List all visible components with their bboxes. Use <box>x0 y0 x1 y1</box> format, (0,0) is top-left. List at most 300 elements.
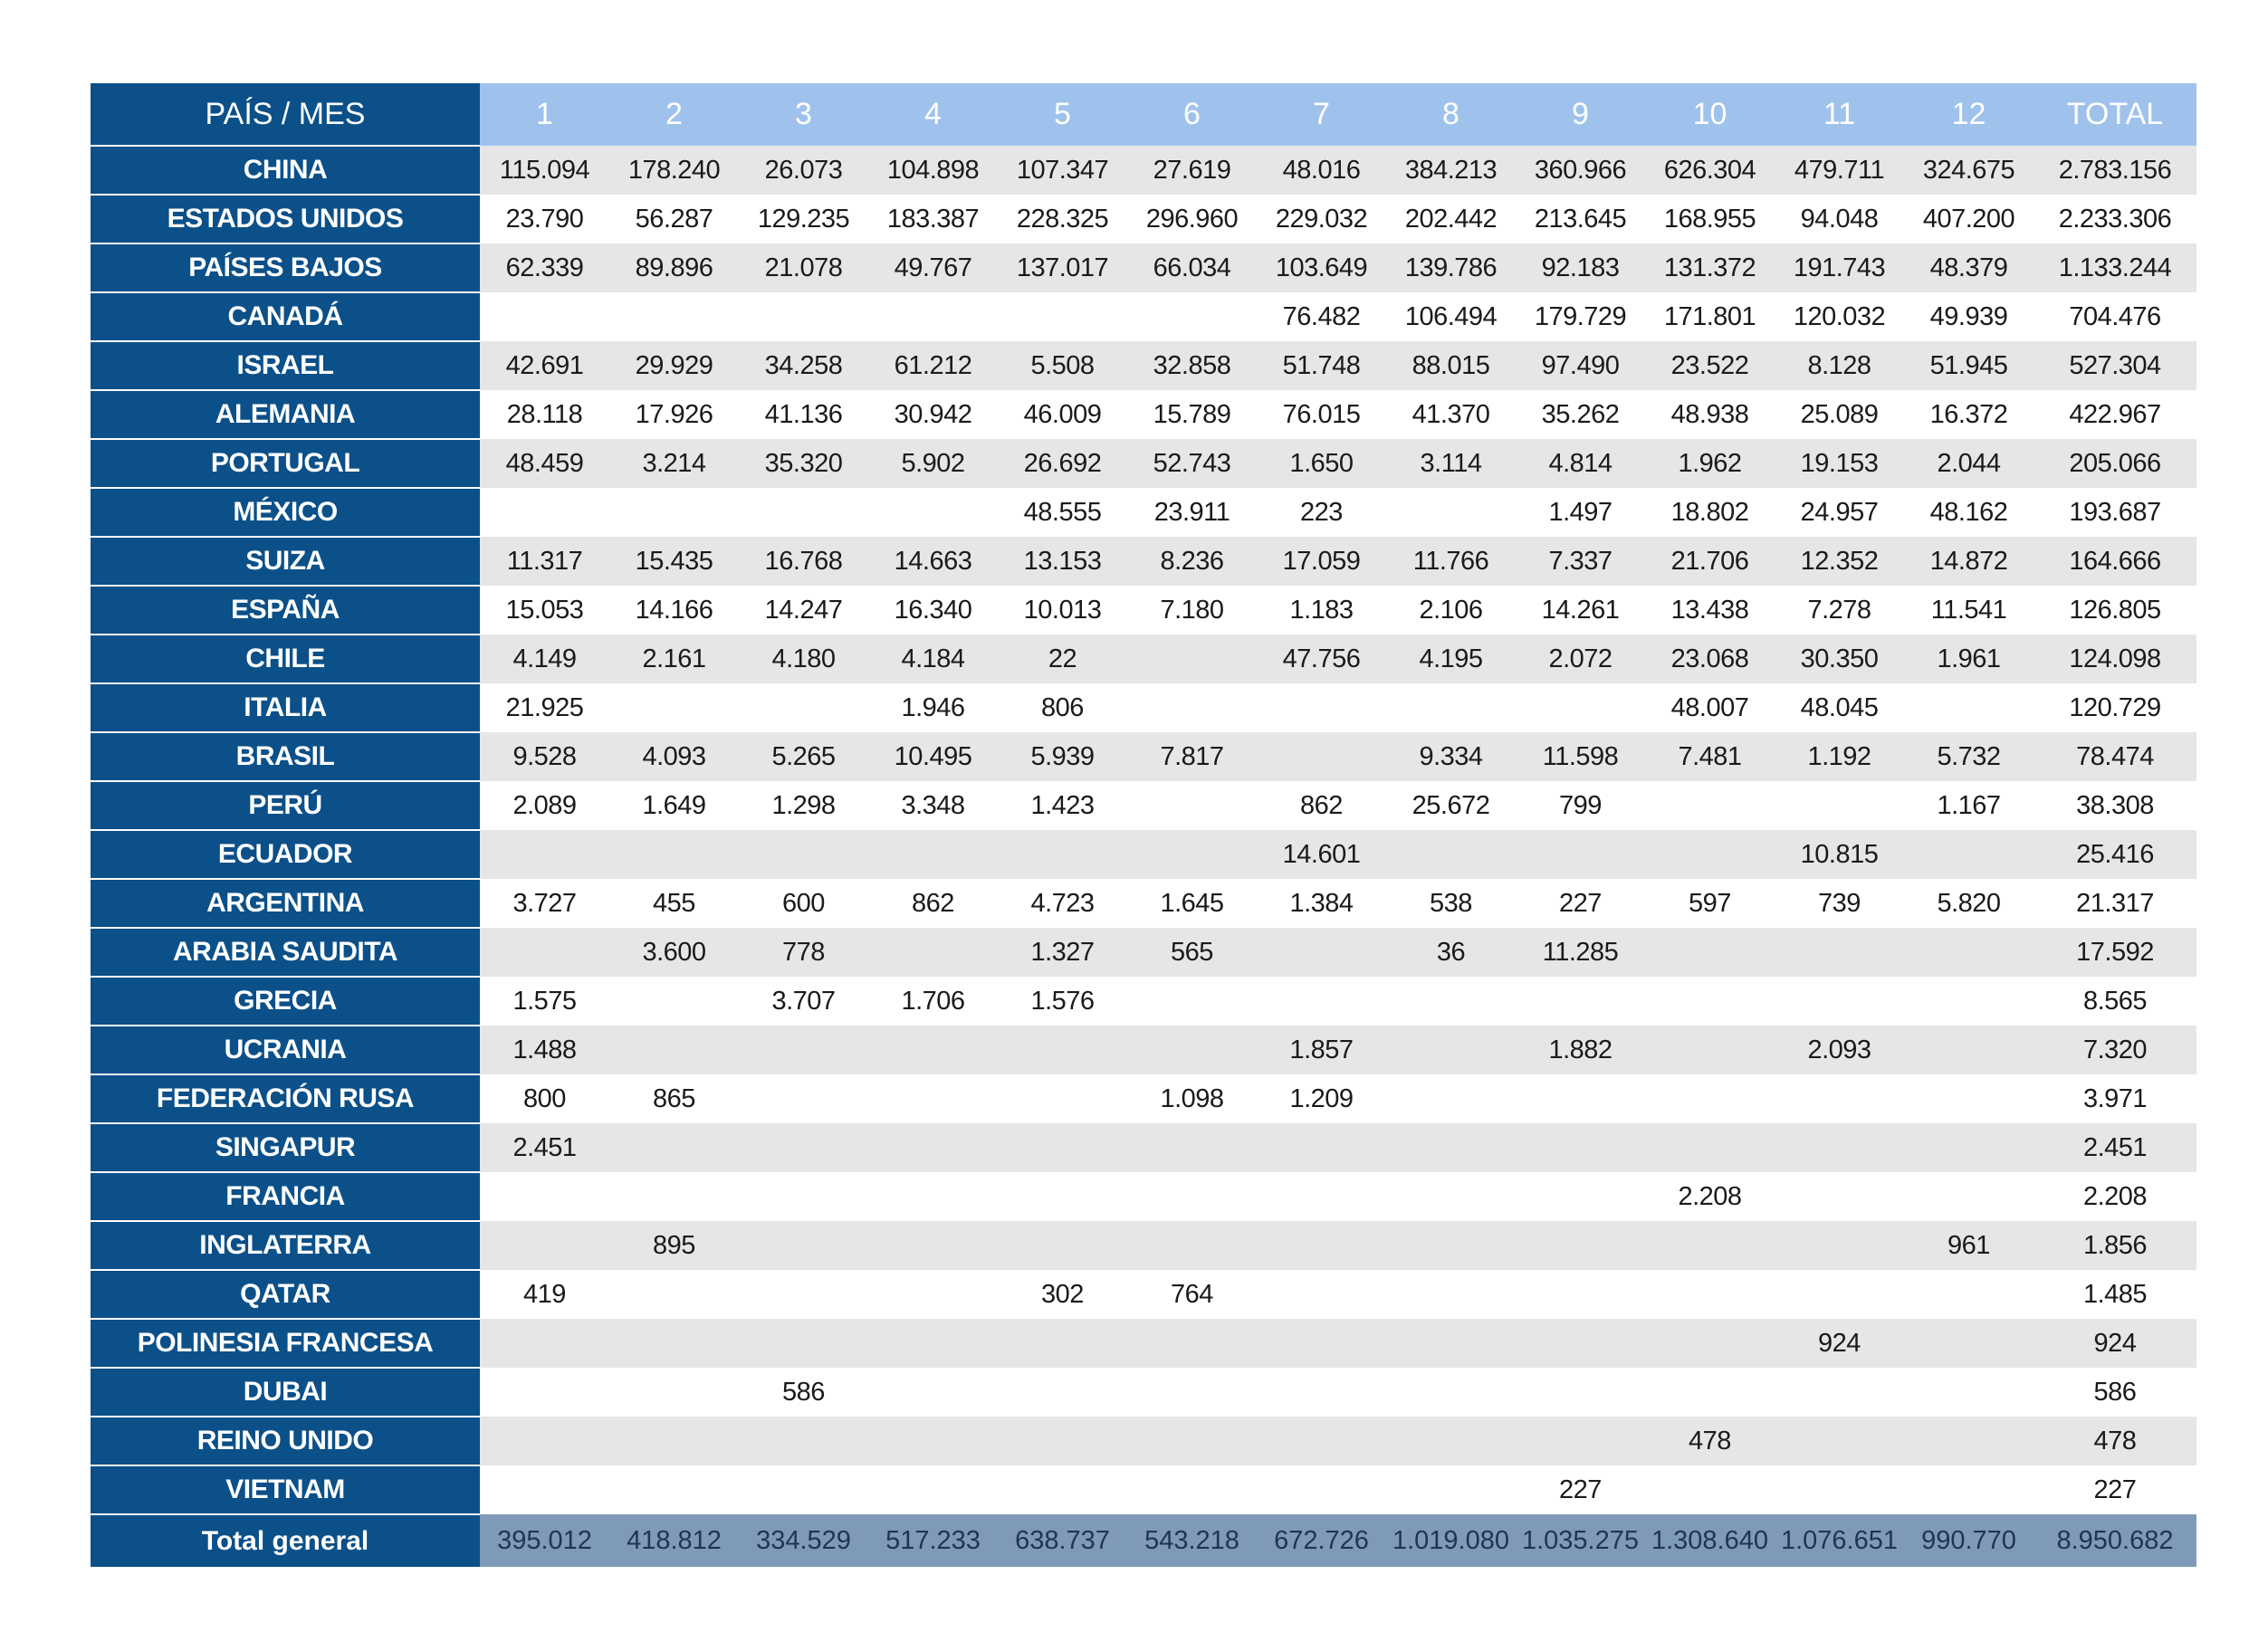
value-cell: 1.575 <box>480 977 609 1026</box>
value-cell: 15.435 <box>609 537 739 586</box>
country-label: QATAR <box>91 1270 480 1319</box>
header-row <box>91 83 2196 146</box>
value-cell: 7.817 <box>1127 732 1257 781</box>
value-cell: 228.325 <box>998 195 1127 243</box>
value-cell <box>998 1319 1127 1368</box>
value-cell <box>480 830 609 879</box>
value-cell: 961 <box>1904 1221 2034 1270</box>
country-label: ESPAÑA <box>91 586 480 635</box>
value-cell: 778 <box>739 928 868 977</box>
row-total-cell: 38.308 <box>2034 781 2196 830</box>
country-month-table <box>91 83 2196 1567</box>
value-cell <box>868 1417 998 1465</box>
value-cell: 46.009 <box>998 390 1127 439</box>
value-cell: 3.114 <box>1386 439 1516 488</box>
value-cell <box>1904 1172 2034 1221</box>
value-cell <box>739 1465 868 1514</box>
total-general-cell: 395.012 <box>480 1514 609 1567</box>
table-row <box>91 732 2196 781</box>
value-cell <box>998 1417 1127 1465</box>
value-cell: 3.707 <box>739 977 868 1026</box>
value-cell: 52.743 <box>1127 439 1257 488</box>
value-cell: 14.601 <box>1257 830 1386 879</box>
country-label: CHILE <box>91 635 480 683</box>
table-row <box>91 781 2196 830</box>
value-cell <box>1516 1172 1645 1221</box>
row-total-cell: 8.565 <box>2034 977 2196 1026</box>
value-cell: 455 <box>609 879 739 928</box>
table-row <box>91 1172 2196 1221</box>
value-cell: 27.619 <box>1127 146 1257 195</box>
value-cell <box>1386 1123 1516 1172</box>
value-cell <box>1516 1368 1645 1417</box>
value-cell: 22 <box>998 635 1127 683</box>
value-cell <box>1775 977 1904 1026</box>
table-body <box>91 146 2196 1514</box>
value-cell: 11.766 <box>1386 537 1516 586</box>
value-cell: 13.153 <box>998 537 1127 586</box>
value-cell <box>739 292 868 341</box>
value-cell: 4.195 <box>1386 635 1516 683</box>
header-month-10: 10 <box>1645 83 1775 146</box>
value-cell: 56.287 <box>609 195 739 243</box>
country-label: SUIZA <box>91 537 480 586</box>
header-month-11: 11 <box>1775 83 1904 146</box>
value-cell <box>868 1123 998 1172</box>
value-cell <box>1775 781 1904 830</box>
header-month-2: 2 <box>609 83 739 146</box>
value-cell: 2.161 <box>609 635 739 683</box>
value-cell <box>998 1074 1127 1123</box>
value-cell: 597 <box>1645 879 1775 928</box>
value-cell: 5.939 <box>998 732 1127 781</box>
value-cell <box>1775 1074 1904 1123</box>
value-cell <box>1257 732 1386 781</box>
value-cell: 21.706 <box>1645 537 1775 586</box>
country-label: PERÚ <box>91 781 480 830</box>
value-cell <box>1127 1417 1257 1465</box>
value-cell: 11.598 <box>1516 732 1645 781</box>
value-cell <box>609 1026 739 1074</box>
value-cell: 18.802 <box>1645 488 1775 537</box>
value-cell: 1.298 <box>739 781 868 830</box>
value-cell <box>1386 1368 1516 1417</box>
value-cell <box>1645 1465 1775 1514</box>
header-month-9: 9 <box>1516 83 1645 146</box>
value-cell: 223 <box>1257 488 1386 537</box>
value-cell: 48.016 <box>1257 146 1386 195</box>
country-label: ECUADOR <box>91 830 480 879</box>
country-month-table-container <box>91 83 2196 1567</box>
value-cell <box>1904 1368 2034 1417</box>
value-cell: 47.756 <box>1257 635 1386 683</box>
value-cell <box>868 488 998 537</box>
value-cell <box>1904 830 2034 879</box>
value-cell <box>998 1368 1127 1417</box>
value-cell <box>1127 1172 1257 1221</box>
value-cell: 14.247 <box>739 586 868 635</box>
total-general-cell: 990.770 <box>1904 1514 2034 1567</box>
country-label: GRECIA <box>91 977 480 1026</box>
value-cell <box>1645 1221 1775 1270</box>
value-cell: 1.857 <box>1257 1026 1386 1074</box>
header-month-12: 12 <box>1904 83 2034 146</box>
value-cell: 171.801 <box>1645 292 1775 341</box>
value-cell: 1.645 <box>1127 879 1257 928</box>
row-total-cell: 2.783.156 <box>2034 146 2196 195</box>
row-total-cell: 1.133.244 <box>2034 243 2196 292</box>
value-cell <box>1645 830 1775 879</box>
header-month-5: 5 <box>998 83 1127 146</box>
value-cell: 28.118 <box>480 390 609 439</box>
value-cell: 15.053 <box>480 586 609 635</box>
value-cell <box>1127 977 1257 1026</box>
value-cell: 131.372 <box>1645 243 1775 292</box>
value-cell: 586 <box>739 1368 868 1417</box>
value-cell: 895 <box>609 1221 739 1270</box>
row-total-cell: 422.967 <box>2034 390 2196 439</box>
total-general-cell: 1.019.080 <box>1386 1514 1516 1567</box>
value-cell <box>1775 1270 1904 1319</box>
value-cell <box>480 1368 609 1417</box>
value-cell: 49.767 <box>868 243 998 292</box>
value-cell <box>1127 1221 1257 1270</box>
value-cell <box>868 292 998 341</box>
value-cell: 2.208 <box>1645 1172 1775 1221</box>
value-cell: 24.957 <box>1775 488 1904 537</box>
value-cell <box>739 683 868 732</box>
value-cell: 49.939 <box>1904 292 2034 341</box>
value-cell <box>609 1417 739 1465</box>
value-cell <box>868 1368 998 1417</box>
value-cell: 21.925 <box>480 683 609 732</box>
value-cell: 48.555 <box>998 488 1127 537</box>
value-cell: 1.497 <box>1516 488 1645 537</box>
country-label: REINO UNIDO <box>91 1417 480 1465</box>
value-cell: 764 <box>1127 1270 1257 1319</box>
row-total-cell: 25.416 <box>2034 830 2196 879</box>
table-row <box>91 341 2196 390</box>
value-cell: 35.262 <box>1516 390 1645 439</box>
country-label: ESTADOS UNIDOS <box>91 195 480 243</box>
value-cell: 137.017 <box>998 243 1127 292</box>
value-cell <box>1904 683 2034 732</box>
value-cell <box>1257 1417 1386 1465</box>
value-cell <box>1904 1026 2034 1074</box>
value-cell: 15.789 <box>1127 390 1257 439</box>
country-label: MÉXICO <box>91 488 480 537</box>
value-cell <box>1904 1123 2034 1172</box>
value-cell: 407.200 <box>1904 195 2034 243</box>
value-cell <box>1645 1270 1775 1319</box>
row-total-cell: 120.729 <box>2034 683 2196 732</box>
row-total-cell: 478 <box>2034 1417 2196 1465</box>
value-cell: 2.089 <box>480 781 609 830</box>
value-cell <box>1904 1270 2034 1319</box>
value-cell: 48.162 <box>1904 488 2034 537</box>
value-cell: 25.089 <box>1775 390 1904 439</box>
value-cell: 1.183 <box>1257 586 1386 635</box>
value-cell: 2.072 <box>1516 635 1645 683</box>
value-cell: 1.327 <box>998 928 1127 977</box>
value-cell: 1.192 <box>1775 732 1904 781</box>
value-cell <box>739 488 868 537</box>
value-cell: 23.068 <box>1645 635 1775 683</box>
value-cell: 97.490 <box>1516 341 1645 390</box>
table-row <box>91 928 2196 977</box>
value-cell <box>1645 1319 1775 1368</box>
value-cell <box>998 1465 1127 1514</box>
value-cell: 14.663 <box>868 537 998 586</box>
value-cell <box>480 1172 609 1221</box>
value-cell: 1.706 <box>868 977 998 1026</box>
value-cell: 1.488 <box>480 1026 609 1074</box>
value-cell: 865 <box>609 1074 739 1123</box>
row-total-cell: 164.666 <box>2034 537 2196 586</box>
value-cell: 739 <box>1775 879 1904 928</box>
table-row <box>91 439 2196 488</box>
value-cell: 202.442 <box>1386 195 1516 243</box>
value-cell <box>739 1026 868 1074</box>
value-cell: 565 <box>1127 928 1257 977</box>
value-cell <box>998 292 1127 341</box>
value-cell <box>480 1465 609 1514</box>
row-total-cell: 924 <box>2034 1319 2196 1368</box>
value-cell <box>1904 928 2034 977</box>
value-cell: 1.650 <box>1257 439 1386 488</box>
value-cell <box>609 1465 739 1514</box>
value-cell <box>609 1270 739 1319</box>
value-cell: 32.858 <box>1127 341 1257 390</box>
table-row <box>91 1368 2196 1417</box>
value-cell <box>1257 1368 1386 1417</box>
value-cell: 2.106 <box>1386 586 1516 635</box>
row-total-cell: 205.066 <box>2034 439 2196 488</box>
value-cell <box>1386 683 1516 732</box>
value-cell <box>1386 1026 1516 1074</box>
value-cell: 12.352 <box>1775 537 1904 586</box>
header-month-3: 3 <box>739 83 868 146</box>
header-month-8: 8 <box>1386 83 1516 146</box>
row-total-cell: 7.320 <box>2034 1026 2196 1074</box>
value-cell: 48.938 <box>1645 390 1775 439</box>
value-cell: 17.926 <box>609 390 739 439</box>
value-cell: 107.347 <box>998 146 1127 195</box>
row-total-cell: 78.474 <box>2034 732 2196 781</box>
value-cell <box>868 1319 998 1368</box>
country-label: PAÍSES BAJOS <box>91 243 480 292</box>
value-cell: 1.576 <box>998 977 1127 1026</box>
value-cell: 4.184 <box>868 635 998 683</box>
value-cell <box>1386 1319 1516 1368</box>
header-month-4: 4 <box>868 83 998 146</box>
country-label: FRANCIA <box>91 1172 480 1221</box>
value-cell <box>739 1074 868 1123</box>
total-general-cell: 1.076.651 <box>1775 1514 1904 1567</box>
value-cell: 41.370 <box>1386 390 1516 439</box>
value-cell: 4.149 <box>480 635 609 683</box>
value-cell: 213.645 <box>1516 195 1645 243</box>
total-general-cell: 418.812 <box>609 1514 739 1567</box>
value-cell <box>739 1319 868 1368</box>
value-cell: 51.945 <box>1904 341 2034 390</box>
value-cell: 227 <box>1516 1465 1645 1514</box>
row-total-cell: 193.687 <box>2034 488 2196 537</box>
value-cell <box>1775 1123 1904 1172</box>
value-cell <box>1645 977 1775 1026</box>
value-cell: 16.340 <box>868 586 998 635</box>
value-cell <box>1516 1270 1645 1319</box>
table-row <box>91 830 2196 879</box>
value-cell <box>1127 683 1257 732</box>
value-cell <box>1127 635 1257 683</box>
value-cell: 7.337 <box>1516 537 1645 586</box>
value-cell: 924 <box>1775 1319 1904 1368</box>
value-cell <box>998 1123 1127 1172</box>
value-cell: 29.929 <box>609 341 739 390</box>
table-row <box>91 1123 2196 1172</box>
header-total: TOTAL <box>2034 83 2196 146</box>
value-cell: 13.438 <box>1645 586 1775 635</box>
value-cell: 478 <box>1645 1417 1775 1465</box>
value-cell <box>1516 1074 1645 1123</box>
value-cell <box>1775 1221 1904 1270</box>
total-general-row <box>91 1514 2196 1567</box>
table-row <box>91 146 2196 195</box>
value-cell <box>1645 1123 1775 1172</box>
value-cell: 8.236 <box>1127 537 1257 586</box>
row-total-cell: 227 <box>2034 1465 2196 1514</box>
value-cell: 360.966 <box>1516 146 1645 195</box>
row-total-cell: 704.476 <box>2034 292 2196 341</box>
value-cell: 92.183 <box>1516 243 1645 292</box>
table-row <box>91 243 2196 292</box>
value-cell: 48.045 <box>1775 683 1904 732</box>
row-total-cell: 2.233.306 <box>2034 195 2196 243</box>
value-cell <box>998 1172 1127 1221</box>
country-label: UCRANIA <box>91 1026 480 1074</box>
country-label: ALEMANIA <box>91 390 480 439</box>
value-cell: 384.213 <box>1386 146 1516 195</box>
value-cell: 9.528 <box>480 732 609 781</box>
value-cell <box>1775 928 1904 977</box>
value-cell <box>1516 1123 1645 1172</box>
value-cell <box>1775 1417 1904 1465</box>
value-cell <box>480 1221 609 1270</box>
country-label: CANADÁ <box>91 292 480 341</box>
value-cell: 26.073 <box>739 146 868 195</box>
value-cell: 1.882 <box>1516 1026 1645 1074</box>
value-cell <box>998 1026 1127 1074</box>
value-cell <box>1257 1123 1386 1172</box>
value-cell <box>868 1074 998 1123</box>
value-cell: 10.495 <box>868 732 998 781</box>
table-row <box>91 390 2196 439</box>
value-cell: 7.180 <box>1127 586 1257 635</box>
table-row <box>91 977 2196 1026</box>
value-cell <box>1516 1417 1645 1465</box>
value-cell: 11.541 <box>1904 586 2034 635</box>
value-cell <box>1645 1074 1775 1123</box>
value-cell <box>1127 1026 1257 1074</box>
value-cell <box>1257 683 1386 732</box>
table-row <box>91 195 2196 243</box>
value-cell <box>1386 488 1516 537</box>
value-cell <box>1127 1465 1257 1514</box>
value-cell <box>739 1270 868 1319</box>
value-cell <box>1127 1319 1257 1368</box>
row-total-cell: 126.805 <box>2034 586 2196 635</box>
table-row <box>91 683 2196 732</box>
value-cell: 103.649 <box>1257 243 1386 292</box>
value-cell <box>609 683 739 732</box>
value-cell: 89.896 <box>609 243 739 292</box>
value-cell: 178.240 <box>609 146 739 195</box>
value-cell <box>609 1319 739 1368</box>
value-cell: 14.261 <box>1516 586 1645 635</box>
value-cell: 48.379 <box>1904 243 2034 292</box>
value-cell: 8.128 <box>1775 341 1904 390</box>
table-row <box>91 1026 2196 1074</box>
table-row <box>91 1319 2196 1368</box>
value-cell <box>480 292 609 341</box>
value-cell <box>609 977 739 1026</box>
value-cell <box>1386 1417 1516 1465</box>
value-cell: 1.098 <box>1127 1074 1257 1123</box>
value-cell <box>1257 1319 1386 1368</box>
value-cell: 16.768 <box>739 537 868 586</box>
country-label: ITALIA <box>91 683 480 732</box>
value-cell <box>1257 1172 1386 1221</box>
value-cell <box>739 1417 868 1465</box>
value-cell: 302 <box>998 1270 1127 1319</box>
value-cell: 2.451 <box>480 1123 609 1172</box>
grand-total-cell: 8.950.682 <box>2034 1514 2196 1567</box>
value-cell: 2.093 <box>1775 1026 1904 1074</box>
value-cell: 1.209 <box>1257 1074 1386 1123</box>
value-cell: 1.384 <box>1257 879 1386 928</box>
value-cell: 11.317 <box>480 537 609 586</box>
value-cell <box>1516 1319 1645 1368</box>
value-cell <box>1386 1172 1516 1221</box>
country-label: INGLATERRA <box>91 1221 480 1270</box>
table-row <box>91 488 2196 537</box>
value-cell: 94.048 <box>1775 195 1904 243</box>
table-row <box>91 635 2196 683</box>
value-cell <box>1257 1465 1386 1514</box>
table-row <box>91 537 2196 586</box>
value-cell: 41.136 <box>739 390 868 439</box>
total-general-cell: 672.726 <box>1257 1514 1386 1567</box>
value-cell: 62.339 <box>480 243 609 292</box>
value-cell <box>1645 1368 1775 1417</box>
value-cell: 19.153 <box>1775 439 1904 488</box>
value-cell <box>1516 683 1645 732</box>
value-cell: 21.078 <box>739 243 868 292</box>
value-cell: 48.459 <box>480 439 609 488</box>
value-cell: 120.032 <box>1775 292 1904 341</box>
table-row <box>91 1270 2196 1319</box>
value-cell <box>1904 1417 2034 1465</box>
value-cell: 23.522 <box>1645 341 1775 390</box>
value-cell: 76.015 <box>1257 390 1386 439</box>
value-cell: 600 <box>739 879 868 928</box>
value-cell <box>868 1221 998 1270</box>
value-cell: 538 <box>1386 879 1516 928</box>
value-cell: 51.748 <box>1257 341 1386 390</box>
value-cell: 324.675 <box>1904 146 2034 195</box>
value-cell <box>868 1172 998 1221</box>
